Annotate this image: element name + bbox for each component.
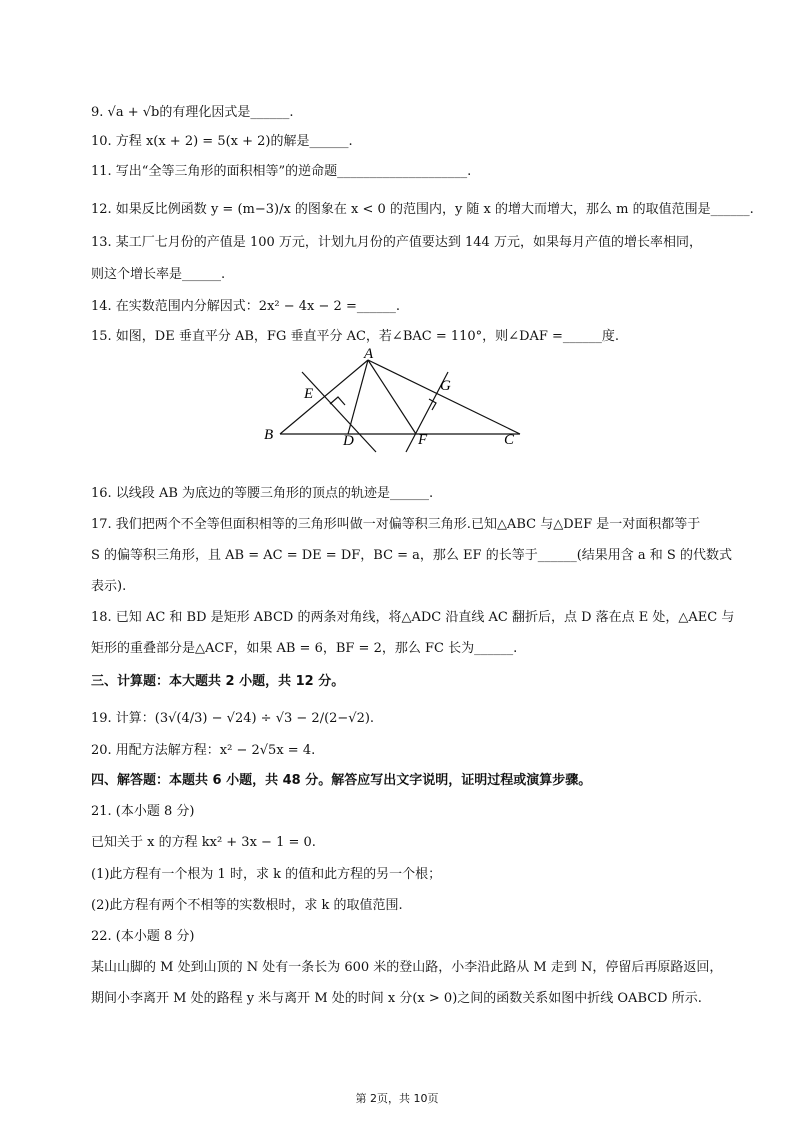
question-21-part-1: (1)此方程有一个根为 1 时，求 k 的值和此方程的另一个根；: [91, 867, 442, 882]
label-b: B: [264, 427, 274, 443]
label-e: E: [304, 386, 314, 402]
question-20: 20. 用配方法解方程：x² − 2√5x = 4.: [91, 743, 316, 758]
question-18-line-1: 18. 已知 AC 和 BD 是矩形 ABCD 的两条对角线，将△ADC 沿直线 AC 翻折后，点 D 落在点 E 处，△AEC 与: [91, 610, 735, 625]
question-22-line-2: 期间小李离开 M 处的路程 y 米与离开 M 处的时间 x 分(x > 0)之间的函数关系如图中折线 OABCD 所示.: [91, 991, 702, 1006]
question-15: 15. 如图，DE 垂直平分 AB，FG 垂直平分 AC，若∠BAC = 110°，则∠DAF =______度.: [91, 329, 620, 344]
question-9: 9. √a + √b的有理化因式是______.: [91, 105, 294, 120]
question-18-line-2: 矩形的重叠部分是△ACF，如果 AB = 6，BF = 2，那么 FC 长为______.: [91, 641, 518, 656]
label-c: C: [504, 432, 515, 448]
question-17-line-1: 17. 我们把两个不全等但面积相等的三角形叫做一对偏等积三角形.已知△ABC 与△DEF 是一对面积都等于: [91, 517, 701, 532]
question-17-line-3: 表示).: [91, 579, 127, 594]
segment-ab: [280, 360, 368, 434]
question-21-part-2: (2)此方程有两个不相等的实数根时，求 k 的取值范围.: [91, 898, 403, 913]
question-12: 12. 如果反比例函数 y = (m−3)/x 的图象在 x < 0 的范围内，y 随 x 的增大而增大，那么 m 的取值范围是______.: [91, 202, 754, 217]
section-3-heading: 三、计算题：本大题共 2 小题，共 12 分。: [91, 674, 345, 689]
label-g: G: [440, 378, 451, 394]
question-11: 11. 写出“全等三角形的面积相等”的逆命题____________________.: [91, 164, 472, 179]
label-a: A: [364, 346, 374, 362]
question-16: 16. 以线段 AB 为底边的等腰三角形的顶点的轨迹是______.: [91, 486, 434, 501]
label-d: D: [343, 433, 354, 449]
question-21-header: 21. (本小题 8 分): [91, 804, 195, 819]
question-10: 10. 方程 x(x + 2) = 5(x + 2)的解是______.: [91, 134, 353, 149]
question-22-line-1: 某山山脚的 M 处到山顶的 N 处有一条长为 600 米的登山路，小李沿此路从 M 走到 N，停留后再原路返回，: [91, 960, 723, 975]
section-4-heading: 四、解答题：本题共 6 小题，共 48 分。解答应写出文字说明，证明过程或演算步骤。: [91, 773, 592, 788]
question-13-line-1: 13. 某工厂七月份的产值是 100 万元，计划九月份的产值要达到 144 万元，如果每月产值的增长率相同，: [91, 235, 702, 250]
question-22-header: 22. (本小题 8 分): [91, 929, 195, 944]
segment-ad: [348, 360, 368, 434]
question-19: 19. 计算：(3√(4/3) − √24) ÷ √3 − 2/(2−√2).: [91, 711, 375, 726]
label-f: F: [418, 432, 428, 448]
question-17-line-2: S 的偏等积三角形，且 AB = AC = DE = DF，BC = a，那么 EF 的长等于______(结果用含 a 和 S 的代数式: [91, 548, 732, 563]
question-13-line-2: 则这个增长率是______.: [91, 267, 226, 282]
page-footer: 第 2页，共 10页: [355, 1092, 439, 1105]
question-21-stem: 已知关于 x 的方程 kx² + 3x − 1 = 0.: [91, 835, 316, 850]
question-14: 14. 在实数范围内分解因式：2x² − 4x − 2 =______.: [91, 299, 400, 314]
right-angle-mark-e: [330, 397, 345, 405]
right-angle-mark-g: [429, 399, 436, 410]
segment-ac: [368, 360, 520, 434]
triangle-figure: [258, 346, 528, 458]
